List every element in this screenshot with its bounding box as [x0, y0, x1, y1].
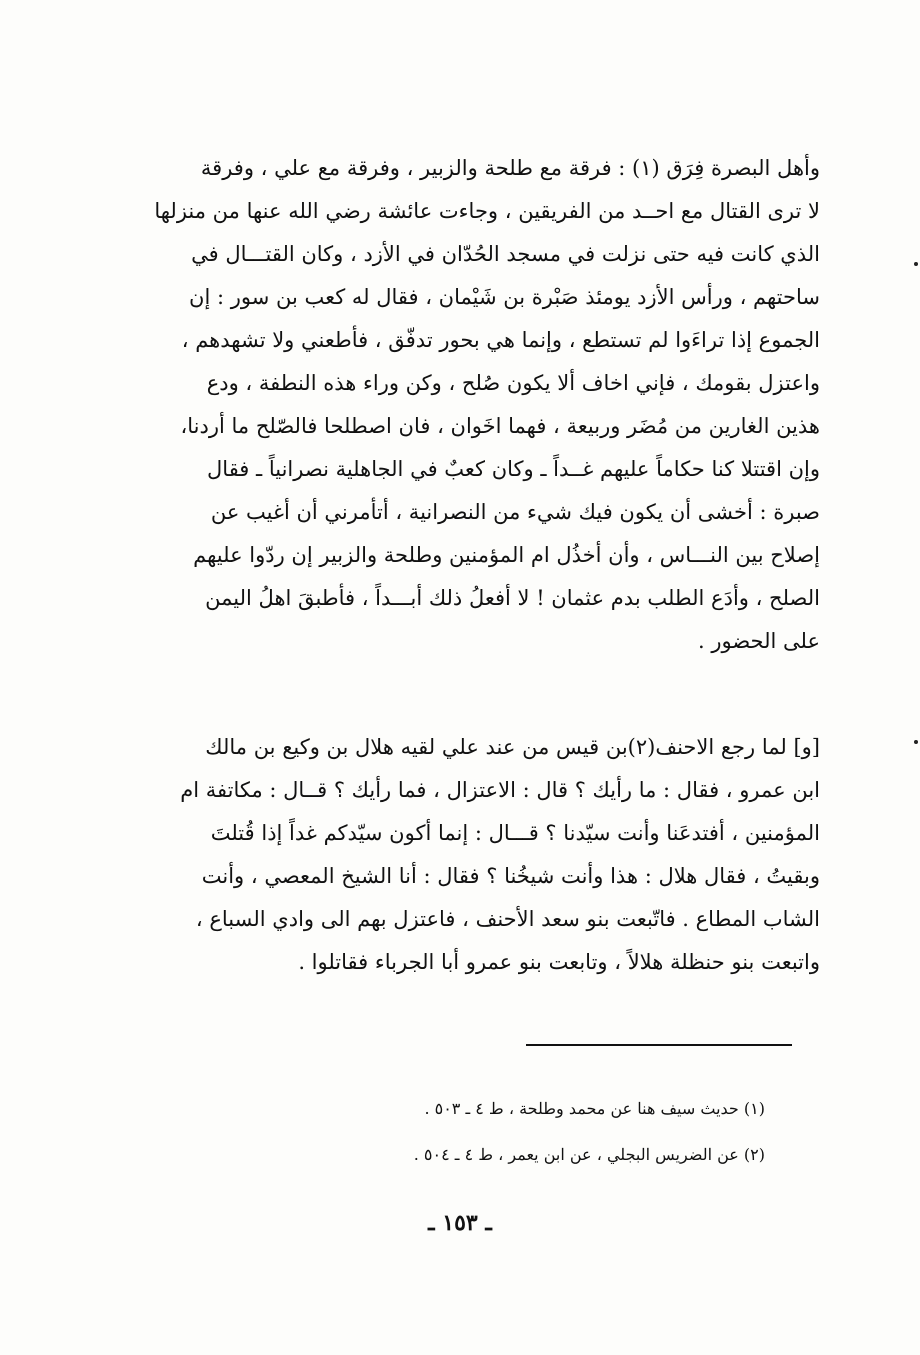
text-line: الذي كانت فيه حتى نزلت في مسجد الحُدّان في الأزد ، وكان القتـــال في — [191, 242, 820, 266]
text-line: [و] لما رجع الاحنف(٢)بن قيس من عند علي لقيه هلال بن وكيع بن مالك — [205, 735, 820, 759]
text-line: وبقيتُ ، فقال هلال : هذا وأنت شيخُنا ؟ فقال : أنا الشيخ المعصي ، وأنت — [201, 864, 820, 888]
text-line: على الحضور . — [697, 629, 820, 653]
footnote-1: (١) حديث سيف هنا عن محمد وطلحة ، ط ٤ ـ ٥٠٣ . — [424, 1099, 765, 1118]
footnote-separator — [526, 1044, 792, 1046]
text-line: ساحتهم ، ورأس الأزد يومئذ صَبْرة بن شَيْمان ، فقال له كعب بن سور : إن — [189, 285, 820, 309]
text-line: المؤمنين ، أفتدعَنا وأنت سيّدنا ؟ قـــال : إنما أكون سيّدكم غداً إذا قُتلتَ — [210, 821, 820, 845]
text-line: واتبعت بنو حنظلة هلالاً ، وتابعت بنو عمرو أبا الجرباء فقاتلوا . — [298, 950, 820, 974]
footnotes — [245, 1095, 765, 1187]
footnote-2: (٢) عن الضريس البجلي ، عن ابن يعمر ، ط ٤ ـ ٥٠٤ . — [413, 1145, 765, 1164]
text-line: إصلاح بين النـــاس ، وأن أخذُل ام المؤمنين وطلحة والزبير إن ردّوا عليهم — [193, 543, 820, 567]
text-line: لا ترى القتال مع احــد من الفريقين ، وجاءت عائشة رضي الله عنها من منزلها — [154, 199, 820, 223]
text-line: الجموع إذا تراءَوا لم تستطع ، وإنما هي بحور تدفّق ، فأطعني ولا تشهدهم ، — [181, 328, 820, 352]
paragraph-ahnaf-return — [110, 726, 820, 984]
text-line: الشاب المطاع . فاتّبعت بنو سعد الأحنف ، فاعتزل بهم الى وادي السباع ، — [195, 907, 820, 931]
text-line: هذين الغارين من مُضَر وربيعة ، فهما اخَوان ، فان اصطلحا فالصّلح ما أردنا، — [180, 414, 820, 438]
text-line: الصلح ، وأدَع الطلب بدم عثمان ! لا أفعلُ ذلك أبـــداً ، فأطبقَ اهلُ اليمن — [205, 586, 820, 610]
page-number: ـ ١٥٣ ـ — [428, 1210, 492, 1236]
text-line: وأهل البصرة فِرَق (١) : فرقة مع طلحة والزبير ، وفرقة مع علي ، وفرقة — [200, 156, 820, 180]
text-line: وإن اقتتلا كنا حكاماً عليهم غــداً ـ وكان كعبٌ في الجاهلية نصرانياً ـ فقال — [207, 457, 820, 481]
text-line: ابن عمرو ، فقال : ما رأيك ؟ قال : الاعتزال ، فما رأيك ؟ قــال : مكاتفة ام — [180, 778, 820, 802]
scan-speck — [914, 740, 918, 744]
paragraph-basra-factions — [110, 147, 820, 663]
text-line: واعتزل بقومك ، فإني اخاف ألا يكون صُلح ، وكن وراء هذه النطفة ، ودع — [206, 371, 820, 395]
scan-speck — [914, 262, 918, 266]
text-line: صبرة : أخشى أن يكون فيك شيء من النصرانية ، أتأمرني أن أغيب عن — [210, 500, 820, 524]
